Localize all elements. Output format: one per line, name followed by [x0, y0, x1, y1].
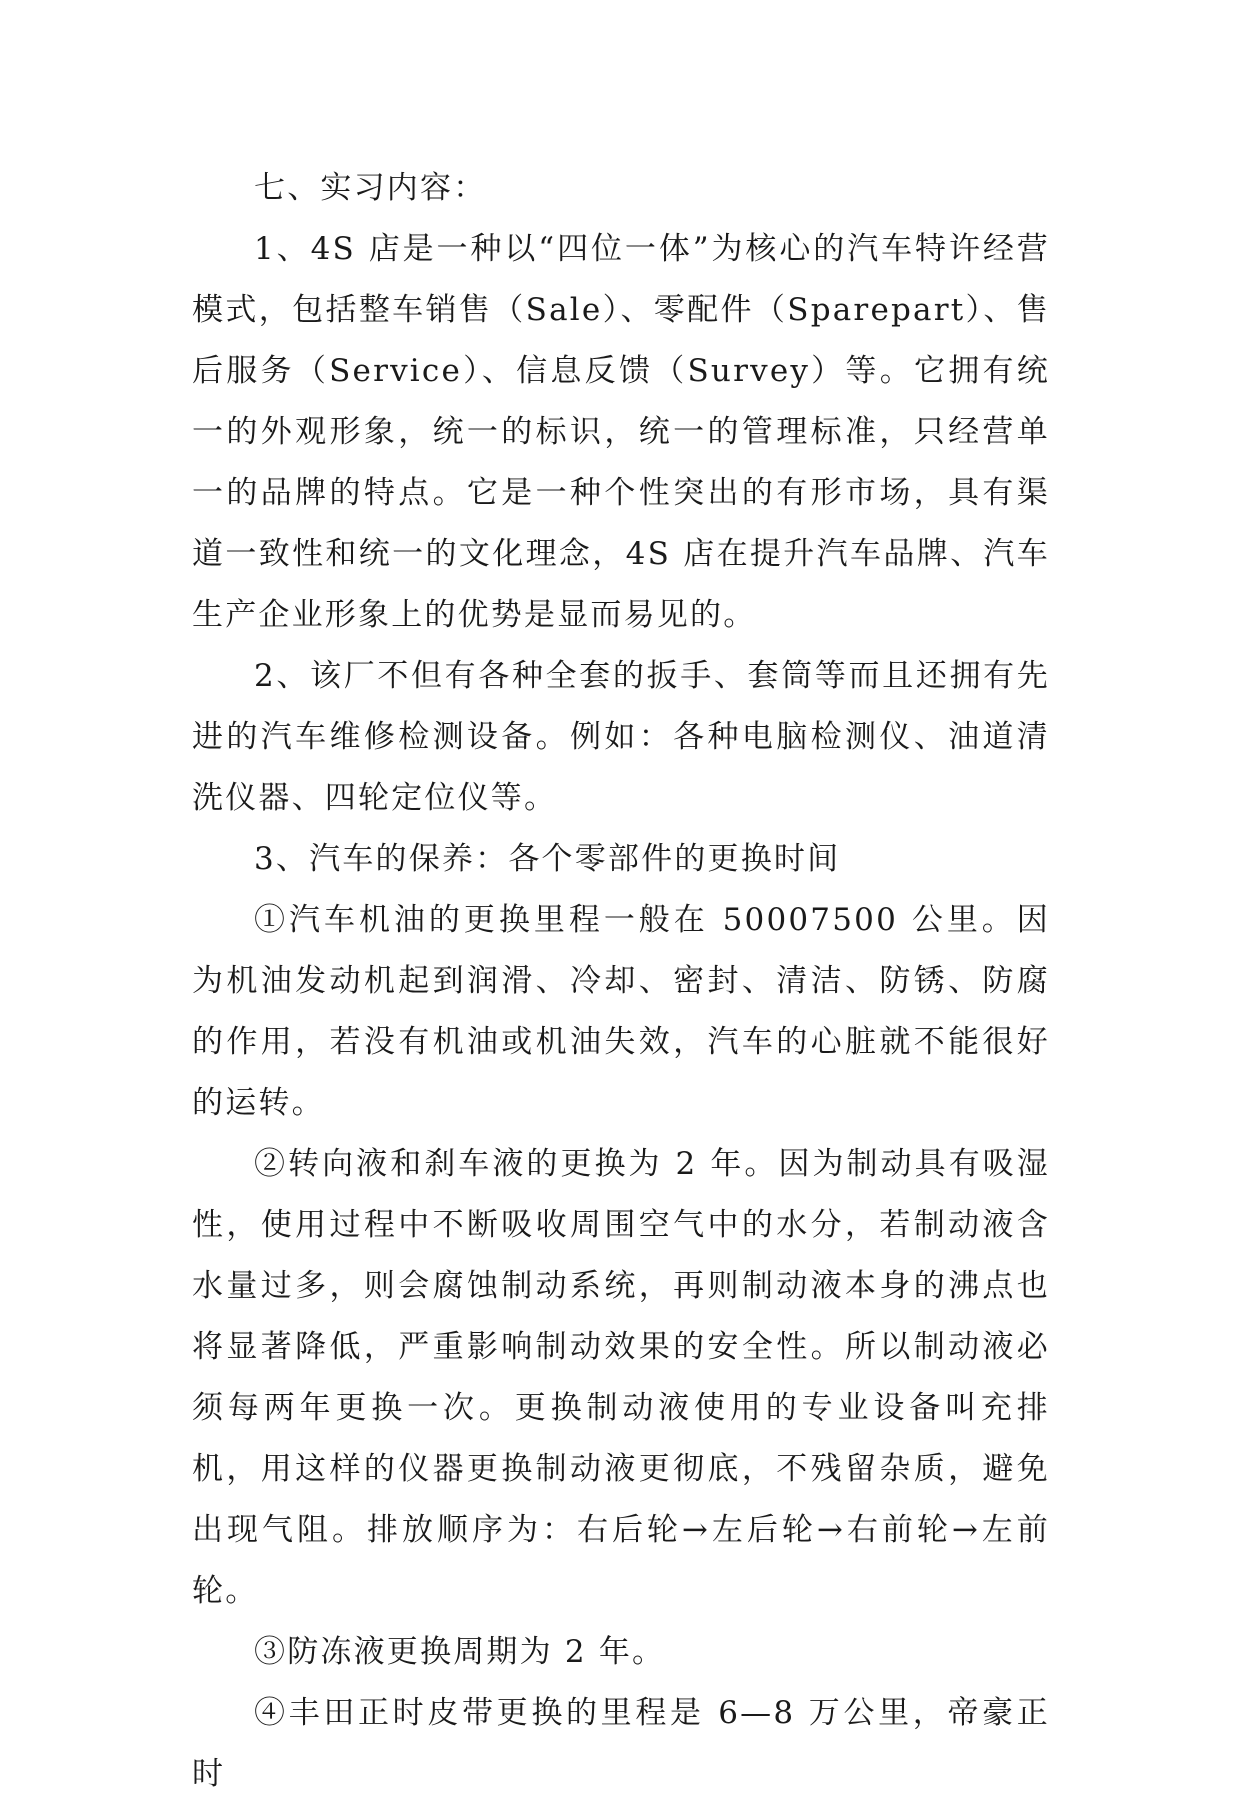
paragraph-timing-belt: ④丰田正时皮带更换的里程是 6—8 万公里，帝豪正时: [192, 1695, 1050, 1792]
paragraph-equipment: 2、该厂不但有各种全套的扳手、套筒等而且还拥有先进的汽车维修检测设备。例如：各种电脑检测仪、油道清洗仪器、四轮定位仪等。: [192, 658, 1050, 816]
paragraph-brake-fluid: ②转向液和刹车液的更换为 2 年。因为制动具有吸湿性，使用过程中不断吸收周围空气中的水分，若制动液含水量过多，则会腐蚀制动系统，再则制动液本身的沸点也将显著降低，严重影响制动效果的安全性。所以制动液必须每两年更换一次。更换制动液使用的专业设备叫充排机，用这样的仪器更换制动液更彻底，不残留杂质，避免出现气阻。排放顺序为：右后轮→左后轮→右前轮→左前轮。: [192, 1146, 1050, 1609]
document-body: [192, 158, 1050, 1805]
paragraph-antifreeze: ③防冻液更换周期为 2 年。: [254, 1634, 666, 1670]
paragraph-engine-oil: ①汽车机油的更换里程一般在 50007500 公里。因为机油发动机起到润滑、冷却、密封、清洁、防锈、防腐的作用，若没有机油或机油失效，汽车的心脏就不能很好的运转。: [192, 902, 1050, 1121]
paragraph-4s-store: 1、4S 店是一种以“四位一体”为核心的汽车特许经营模式，包括整车销售（Sale）、零配件（Sparepart）、售后服务（Service）、信息反馈（Survey）等。它拥有统一的外观形象，统一的标识，统一的管理标准，只经营单一的品牌的特点。它是一种个性突出的有形市场，具有渠道一致性和统一的文化理念，4S 店在提升汽车品牌、汽车生产企业形象上的优势是显而易见的。: [192, 231, 1050, 633]
section-heading: 七、实习内容：: [254, 170, 487, 206]
paragraph-maintenance-heading: 3、汽车的保养：各个零部件的更换时间: [254, 841, 841, 877]
